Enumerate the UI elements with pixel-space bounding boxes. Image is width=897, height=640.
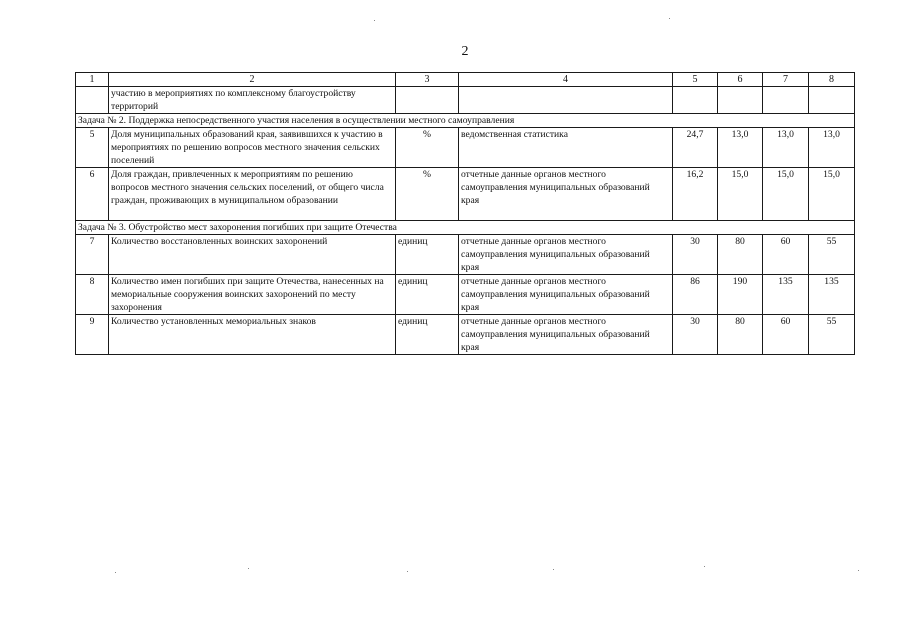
column-number-row	[76, 73, 855, 87]
row-number: 6	[76, 168, 109, 221]
value-cell: 30	[673, 315, 718, 355]
task-heading: Задача № 3. Обустройство мест захоронения погибших при защите Отечества	[76, 221, 855, 235]
value-cell: 190	[718, 275, 763, 315]
value-cell: 15,0	[809, 168, 855, 221]
page-number: 2	[461, 44, 469, 59]
table-row	[76, 235, 855, 275]
unit-cell: %	[396, 168, 459, 221]
unit-cell: единиц	[396, 275, 459, 315]
column-header: 7	[763, 73, 809, 87]
value-cell: 24,7	[673, 128, 718, 168]
value-cell: 135	[809, 275, 855, 315]
value-cell: 13,0	[809, 128, 855, 168]
table-row	[76, 87, 855, 114]
value-cell: 80	[718, 235, 763, 275]
indicator-cell: Доля муниципальных образований края, заявившихся к участию в мероприятиях по решению вопросов местного значения сельских поселений	[109, 128, 396, 168]
value-cell: 15,0	[763, 168, 809, 221]
row-number: 9	[76, 315, 109, 355]
scan-speck	[553, 569, 554, 570]
column-header: 6	[718, 73, 763, 87]
value-cell: 55	[809, 315, 855, 355]
scan-speck	[407, 571, 408, 572]
source-cell: отчетные данные органов местного самоуправления муниципальных образований края	[459, 168, 673, 221]
indicator-cell: Доля граждан, привлеченных к мероприятиям по решению вопросов местного значения сельских поселений, от общего числа граждан, проживающих в муниципальном образовании	[109, 168, 396, 221]
value-cell: 80	[718, 315, 763, 355]
value-cell: 15,0	[718, 168, 763, 221]
indicator-cell: Количество восстановленных воинских захоронений	[109, 235, 396, 275]
unit-cell: %	[396, 128, 459, 168]
table-row	[76, 128, 855, 168]
scan-speck	[858, 570, 859, 571]
task-heading: Задача № 2. Поддержка непосредственного участия населения в осуществлении местного самоуправления	[76, 114, 855, 128]
value-cell: 86	[673, 275, 718, 315]
source-cell: ведомственная статистика	[459, 128, 673, 168]
value-cell: 135	[763, 275, 809, 315]
indicator-cell: Количество установленных мемориальных знаков	[109, 315, 396, 355]
value-cell: 60	[763, 315, 809, 355]
column-header: 5	[673, 73, 718, 87]
indicator-cell: Количество имен погибших при защите Отечества, нанесенных на мемориальные сооружения воинских захоронений по месту захоронения	[109, 275, 396, 315]
scan-speck	[669, 18, 670, 19]
column-header: 4	[459, 73, 673, 87]
source-cell: отчетные данные органов местного самоуправления муниципальных образований края	[459, 275, 673, 315]
column-header: 2	[109, 73, 396, 87]
column-header: 3	[396, 73, 459, 87]
value-cell: 13,0	[763, 128, 809, 168]
table-row	[76, 275, 855, 315]
scan-speck	[248, 568, 249, 569]
source-cell: отчетные данные органов местного самоуправления муниципальных образований края	[459, 235, 673, 275]
task-heading-row	[76, 114, 855, 128]
indicators-table	[75, 72, 855, 355]
source-cell: отчетные данные органов местного самоуправления муниципальных образований края	[459, 315, 673, 355]
table-row	[76, 168, 855, 221]
row-number: 7	[76, 235, 109, 275]
row-number: 5	[76, 128, 109, 168]
row-number: 8	[76, 275, 109, 315]
value-cell: 30	[673, 235, 718, 275]
task-heading-row	[76, 221, 855, 235]
indicator-cell: участию в мероприятиях по комплексному благоустройству территорий	[109, 87, 396, 114]
value-cell: 13,0	[718, 128, 763, 168]
table-row	[76, 315, 855, 355]
value-cell: 16,2	[673, 168, 718, 221]
value-cell: 60	[763, 235, 809, 275]
column-header: 1	[76, 73, 109, 87]
column-header: 8	[809, 73, 855, 87]
scan-speck	[115, 572, 116, 573]
unit-cell: единиц	[396, 315, 459, 355]
value-cell: 55	[809, 235, 855, 275]
unit-cell: единиц	[396, 235, 459, 275]
scan-speck	[374, 20, 375, 21]
scan-speck	[704, 566, 705, 567]
